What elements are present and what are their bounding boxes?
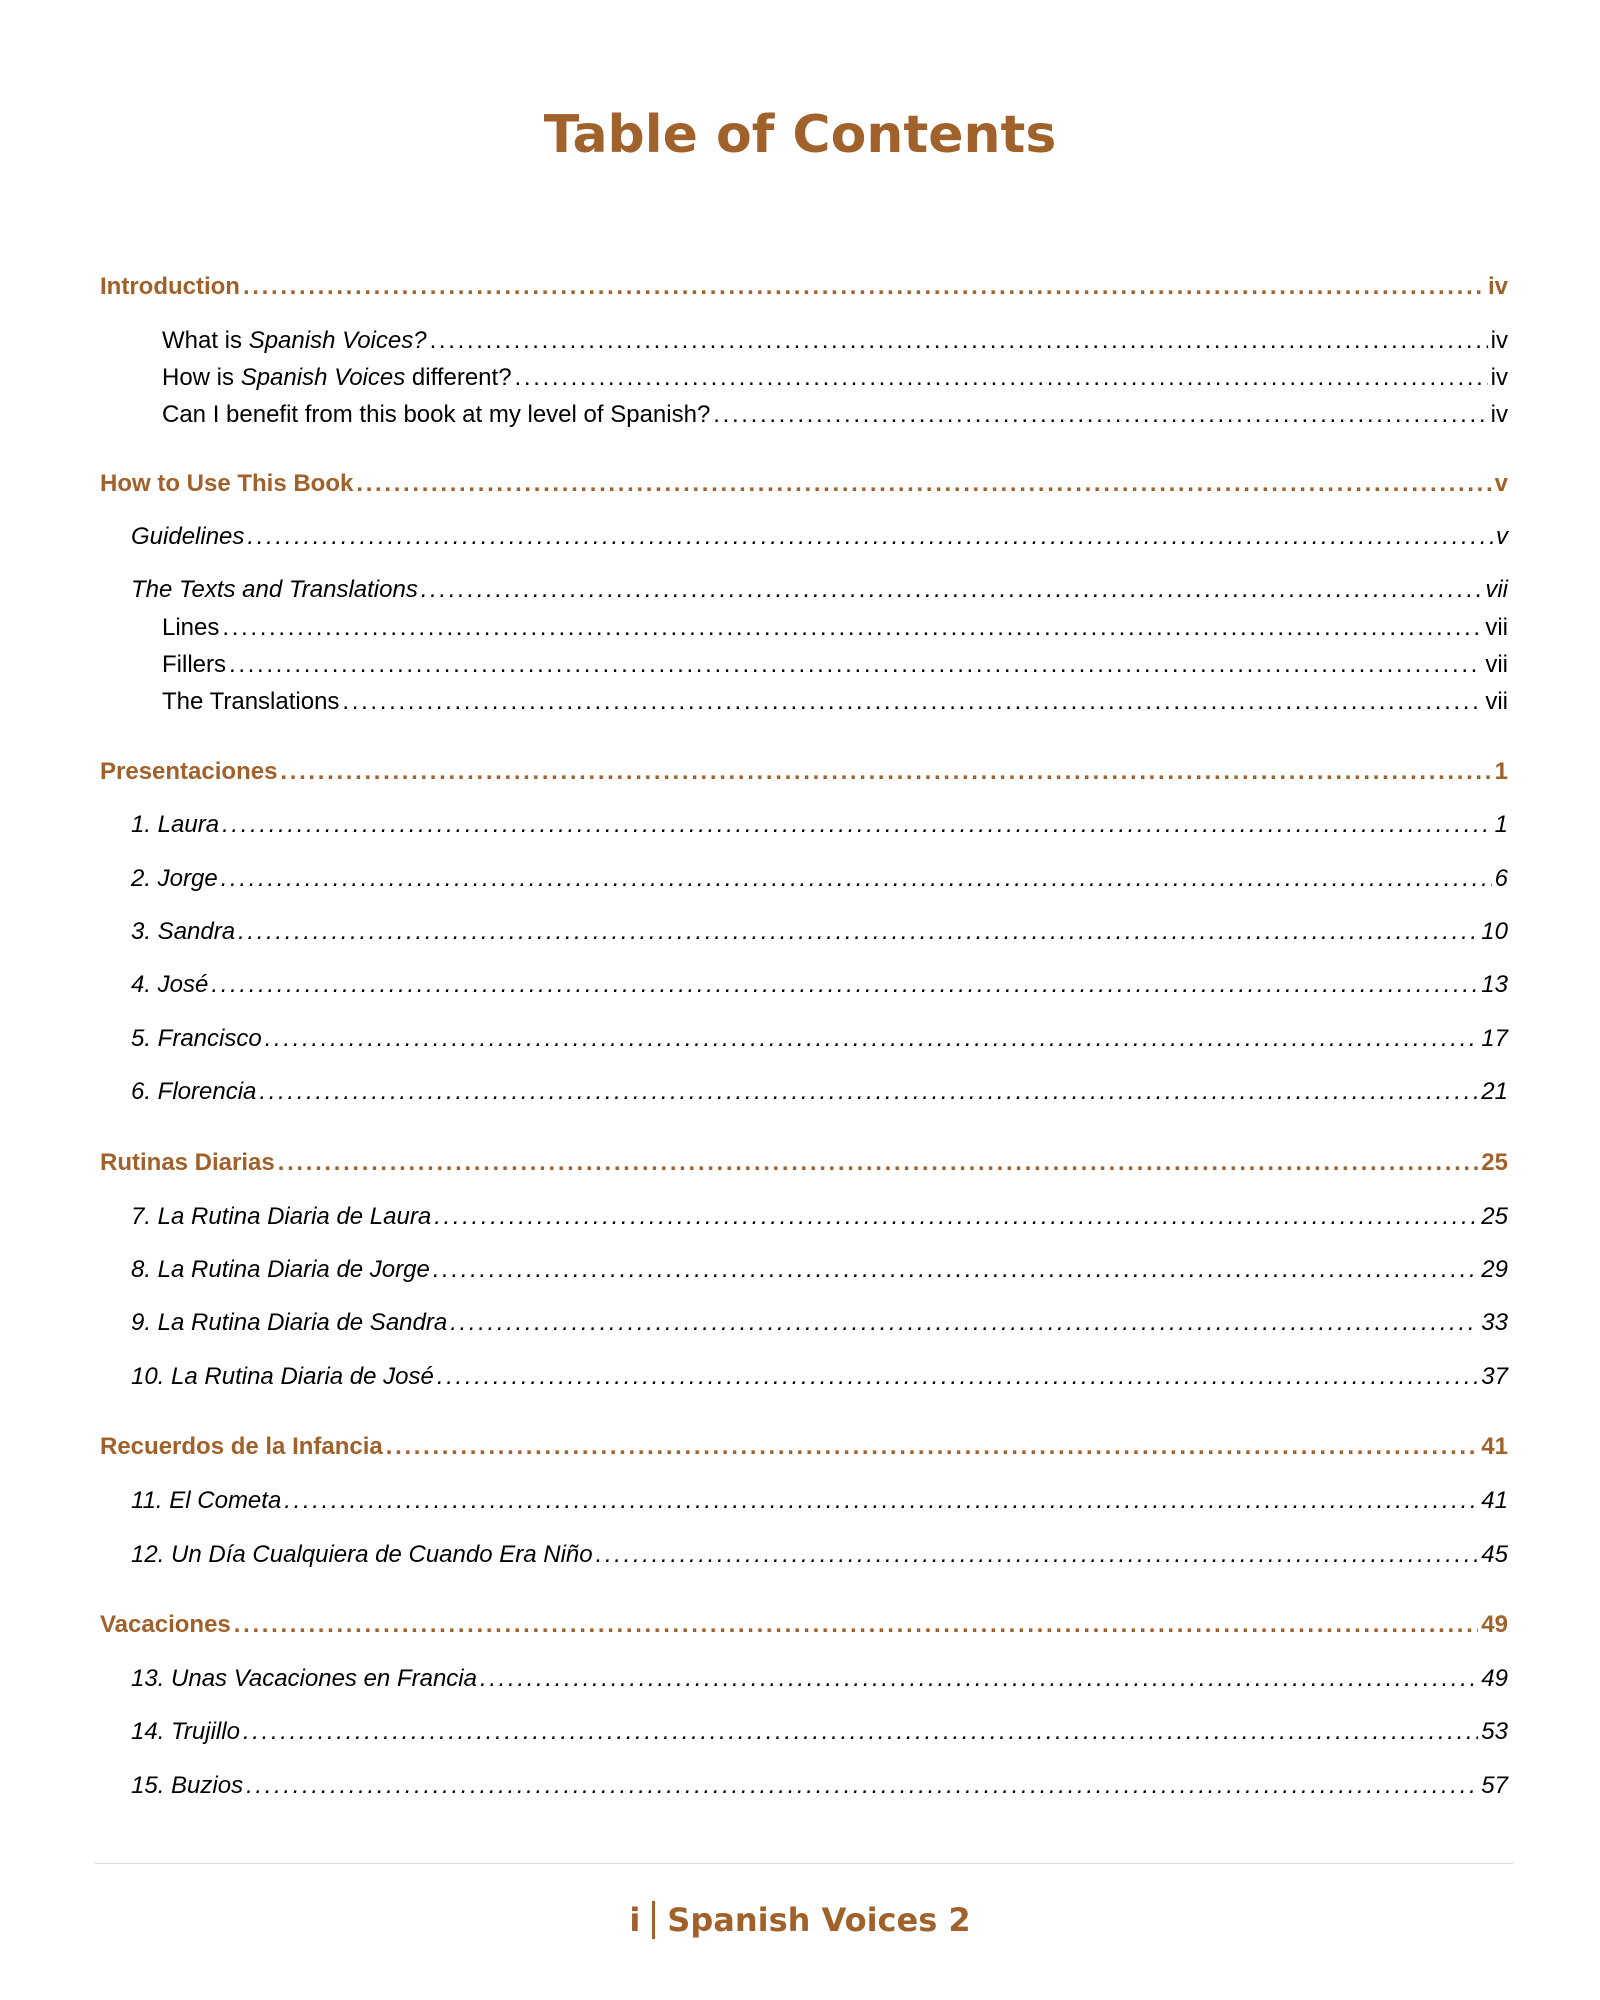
toc-page-number: 37 xyxy=(1481,1363,1508,1390)
toc-label: 7. La Rutina Diaria de Laura xyxy=(131,1203,432,1230)
toc-label: 15. Buzios xyxy=(131,1772,244,1799)
dot-leader xyxy=(596,1538,1479,1572)
toc-entry-fillers[interactable] xyxy=(162,648,1508,682)
toc-label: Guidelines xyxy=(131,523,245,550)
dot-leader xyxy=(222,611,1482,645)
footer-page-number: i xyxy=(629,1901,641,1939)
footer-divider xyxy=(95,1863,1513,1864)
dot-leader xyxy=(433,1253,1478,1287)
dot-leader xyxy=(450,1306,1478,1340)
toc-entry-the-translations[interactable] xyxy=(162,685,1508,719)
toc-page-number: 49 xyxy=(1481,1665,1508,1692)
toc-page-number: vii xyxy=(1485,688,1508,715)
toc-page-number: iv xyxy=(1490,401,1508,428)
toc-page-number: 1 xyxy=(1494,758,1508,785)
dot-leader xyxy=(221,862,1492,896)
toc-entry-how-is[interactable] xyxy=(162,361,1508,395)
dot-leader xyxy=(356,467,1491,501)
toc-page-number: 25 xyxy=(1481,1149,1508,1176)
toc-label: The Translations xyxy=(162,688,340,715)
toc-page-number: 21 xyxy=(1481,1078,1508,1105)
toc-page-number: 33 xyxy=(1481,1309,1508,1336)
toc-label: 8. La Rutina Diaria de Jorge xyxy=(131,1256,430,1283)
toc-page-number: 13 xyxy=(1481,971,1508,998)
dot-leader xyxy=(480,1662,1478,1696)
dot-leader xyxy=(280,755,1491,789)
toc-entry-jorge[interactable] xyxy=(131,862,1508,896)
toc-label: Fillers xyxy=(162,651,226,678)
toc-label-text: different? xyxy=(405,364,512,391)
toc-label xyxy=(162,324,427,358)
toc-page-number: 45 xyxy=(1481,1541,1508,1568)
toc-page-number: 17 xyxy=(1481,1025,1508,1052)
toc-label: 5. Francisco xyxy=(131,1025,262,1052)
toc-page-number: 25 xyxy=(1481,1203,1508,1230)
footer-book-title: Spanish Voices 2 xyxy=(667,1901,971,1939)
toc-page-number: vii xyxy=(1485,614,1508,641)
toc-label: 9. La Rutina Diaria de Sandra xyxy=(131,1309,448,1336)
toc-label xyxy=(162,361,512,395)
toc-section-recuerdos[interactable] xyxy=(100,1430,1508,1464)
toc-page-number: vii xyxy=(1485,651,1508,678)
toc-page-number: 1 xyxy=(1494,811,1508,838)
toc-entry-cometa[interactable] xyxy=(131,1484,1508,1518)
page-footer xyxy=(0,1898,1600,1942)
dot-leader xyxy=(247,520,1493,554)
footer-separator xyxy=(652,1901,655,1939)
toc-page-number: iv xyxy=(1490,364,1508,391)
toc-entry-rutina-sandra[interactable] xyxy=(131,1306,1508,1340)
dot-leader xyxy=(234,1608,1479,1642)
toc-label: 14. Trujillo xyxy=(131,1718,240,1745)
toc-label: Can I benefit from this book at my level of Spanish? xyxy=(162,401,711,428)
toc-label: Recuerdos de la Infancia xyxy=(100,1433,383,1460)
toc-entry-rutina-laura[interactable] xyxy=(131,1200,1508,1234)
toc-section-how-to-use[interactable] xyxy=(100,467,1508,501)
toc-label-text: What is xyxy=(162,327,249,354)
toc-label-emphasis: Spanish Voices xyxy=(240,364,406,391)
dot-leader xyxy=(259,1075,1478,1109)
toc-entry-francisco[interactable] xyxy=(131,1022,1508,1056)
toc-entry-un-dia[interactable] xyxy=(131,1538,1508,1572)
dot-leader xyxy=(222,808,1492,842)
toc-label: 3. Sandra xyxy=(131,918,236,945)
toc-section-introduction[interactable] xyxy=(100,270,1508,304)
toc-entry-lines[interactable] xyxy=(162,611,1508,645)
toc-section-presentaciones[interactable] xyxy=(100,755,1508,789)
toc-label: 11. El Cometa xyxy=(131,1487,282,1514)
toc-label: 13. Unas Vacaciones en Francia xyxy=(131,1665,477,1692)
toc-page-number: iv xyxy=(1490,327,1508,354)
toc-entry-what-is[interactable] xyxy=(162,324,1508,358)
dot-leader xyxy=(434,1200,1478,1234)
toc-entry-buzios[interactable] xyxy=(131,1769,1508,1803)
toc-page-number: v xyxy=(1496,523,1508,550)
toc-label: The Texts and Translations xyxy=(131,576,418,603)
dot-leader xyxy=(243,1715,1478,1749)
toc-label: Lines xyxy=(162,614,220,641)
dot-leader xyxy=(284,1484,1478,1518)
dot-leader xyxy=(437,1360,1478,1394)
toc-label: Presentaciones xyxy=(100,758,278,785)
dot-leader xyxy=(229,648,1482,682)
dot-leader xyxy=(342,685,1482,719)
toc-page-number: v xyxy=(1494,470,1508,497)
toc-label: Introduction xyxy=(100,273,240,300)
dot-leader xyxy=(713,398,1487,432)
toc-label: 12. Un Día Cualquiera de Cuando Era Niño xyxy=(131,1541,593,1568)
dot-leader xyxy=(265,1022,1479,1056)
toc-entry-sandra[interactable] xyxy=(131,915,1508,949)
dot-leader xyxy=(386,1430,1479,1464)
toc-entry-trujillo[interactable] xyxy=(131,1715,1508,1749)
toc-label: 1. Laura xyxy=(131,811,220,838)
toc-entry-rutina-jose[interactable] xyxy=(131,1360,1508,1394)
dot-leader xyxy=(211,968,1478,1002)
dot-leader xyxy=(515,361,1488,395)
toc-label: 6. Florencia xyxy=(131,1078,257,1105)
toc-label: How to Use This Book xyxy=(100,470,354,497)
toc-entry-can-i-benefit[interactable] xyxy=(162,398,1508,432)
toc-entry-laura[interactable] xyxy=(131,808,1508,842)
toc-label-emphasis: Spanish Voices? xyxy=(248,327,427,354)
toc-page-number: 57 xyxy=(1481,1772,1508,1799)
toc-page-number: 41 xyxy=(1481,1487,1508,1514)
toc-label-text: How is xyxy=(162,364,241,391)
toc-section-rutinas-diarias[interactable] xyxy=(100,1146,1508,1180)
toc-page-number: 41 xyxy=(1481,1433,1508,1460)
toc-page-number: iv xyxy=(1487,273,1508,300)
toc-label: 4. José xyxy=(131,971,209,998)
page-title: Table of Contents xyxy=(543,105,1057,165)
toc-page-number: 29 xyxy=(1481,1256,1508,1283)
toc-page-number: 10 xyxy=(1481,918,1508,945)
toc-label: Vacaciones xyxy=(100,1611,231,1638)
dot-leader xyxy=(421,573,1483,607)
dot-leader xyxy=(246,1769,1478,1803)
toc-entry-jose[interactable] xyxy=(131,968,1508,1002)
toc-page-number: 53 xyxy=(1481,1718,1508,1745)
toc-label: 10. La Rutina Diaria de José xyxy=(131,1363,434,1390)
dot-leader xyxy=(238,915,1478,949)
toc-label: Rutinas Diarias xyxy=(100,1149,275,1176)
dot-leader xyxy=(430,324,1488,358)
toc-page-number: vii xyxy=(1485,576,1508,603)
toc-section-vacaciones[interactable] xyxy=(100,1608,1508,1642)
toc-label: 2. Jorge xyxy=(131,865,218,892)
toc-entry-francia[interactable] xyxy=(131,1662,1508,1696)
dot-leader xyxy=(278,1146,1479,1180)
toc-page-number: 6 xyxy=(1494,865,1508,892)
toc-entry-texts-translations[interactable] xyxy=(131,573,1508,607)
toc-entry-florencia[interactable] xyxy=(131,1075,1508,1109)
dot-leader xyxy=(243,270,1485,304)
toc-entry-rutina-jorge[interactable] xyxy=(131,1253,1508,1287)
toc-entry-guidelines[interactable] xyxy=(131,520,1508,554)
toc-page-number: 49 xyxy=(1481,1611,1508,1638)
